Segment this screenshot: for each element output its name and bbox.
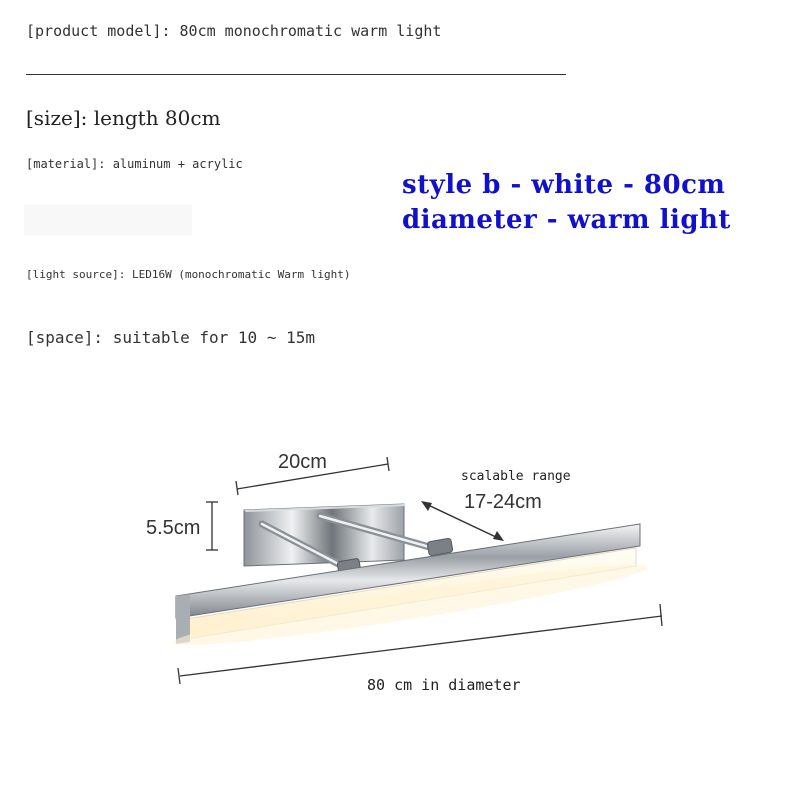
style-label-line-1: style b - white - 80cm — [402, 170, 726, 200]
range-arrow-head-right — [493, 531, 504, 541]
length-tick-left — [178, 668, 180, 684]
range-arrow-head-left — [421, 501, 432, 511]
range-value: 17-24cm — [464, 491, 542, 513]
length-tick-right — [660, 604, 662, 626]
faded-text-band — [24, 205, 192, 235]
length-label: 80 cm in diameter — [367, 676, 521, 694]
divider — [26, 74, 566, 75]
style-label-line-2: diameter - warm light — [402, 205, 731, 235]
width-label: 20cm — [278, 451, 327, 473]
light-source-text: [light source]: LED16W (monochromatic Warm light) — [26, 268, 351, 281]
size-text: [size]: length 80cm — [26, 106, 221, 130]
width-tick-left — [236, 481, 238, 495]
range-title: scalable range — [461, 469, 571, 484]
lamp-dimension-diagram — [0, 420, 800, 720]
space-text: [space]: suitable for 10 ~ 15m — [26, 328, 315, 347]
height-label: 5.5cm — [146, 517, 201, 539]
material-text: [material]: aluminum + acrylic — [26, 157, 243, 171]
style-label — [402, 168, 731, 238]
product-model-text: [product model]: 80cm monochromatic warm light — [26, 22, 442, 40]
